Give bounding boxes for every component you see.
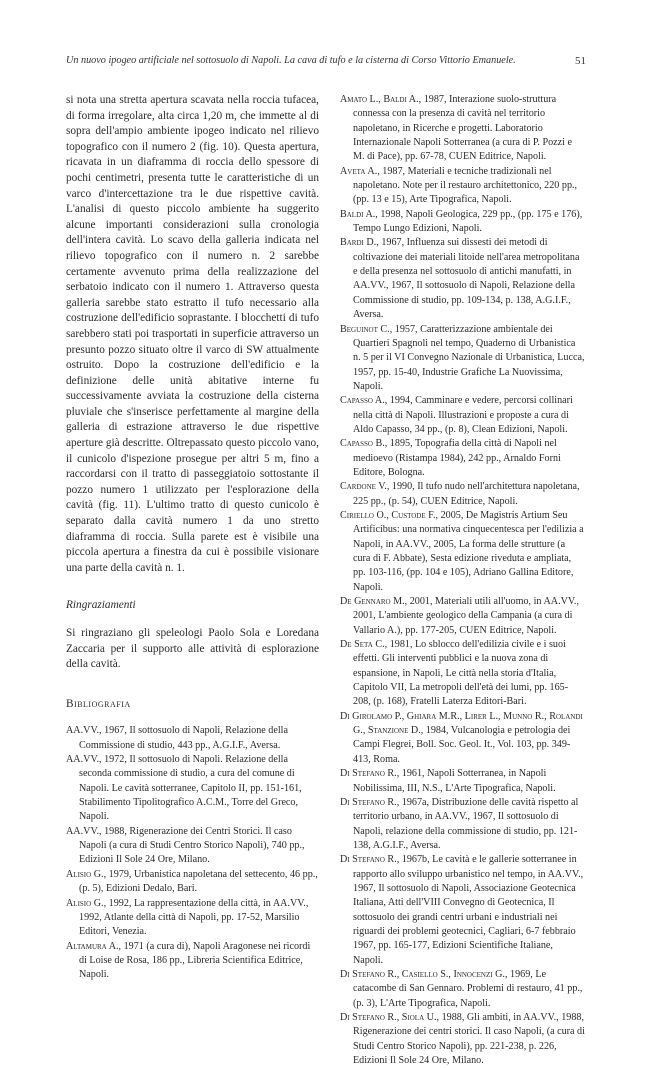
bibliography-entry [66,940,319,983]
bibliography-entry [66,825,319,868]
entry-details: , 1969, Le catacombe di San Gennaro. Problemi di restauro, 41 pp., (p. 3), L'Arte Tipografica, Napoli. [353,968,583,1009]
entry-details: , 1987, Interazione suolo-struttura connessa con la presenza di cavità nel territorio napoletano, in Ricerche e progetti. Laboratorio Internazionale Napoli Sotterranea (a cura di P. Pozzi e M. di Pace), pp. 67-78, CUEN Editrice, Napoli. [353,94,573,163]
entry-details: , 2001, Materiali utili all'uomo, in AA.VV., 2001, L'ambiente geologico della Campania (a cura di Vallario A.), pp. 177-205, CUEN Editrice, Napoli. [353,596,579,636]
acknowledgements-title: Ringraziamenti [66,599,136,612]
bibliography-title: Bibliografia [66,697,131,710]
bibliography-entry [340,165,585,208]
entry-authors: Di Stefano R. [340,796,397,808]
entry-details: , 2005, De Magistris Artium Seu Artificibus: una normativa cinquecentesca per l'edilizia a Napoli, in AA.VV., 2005, La forma delle strutture (a cura di F. Abbate), Sesta edizione riveduta e ampliata, pp. 103-116, (pp. 104 e 105), Adriano Gallina Editore, Napoli. [353,509,584,593]
entry-authors: AA.VV. [66,754,100,766]
entry-authors: De Gennaro M. [340,596,405,608]
entry-authors: Di Stefano R. [340,854,397,866]
entry-details: , 1988, Gli ambiti, in AA.VV., 1988, Rigenerazione dei centri storici. Il caso Napoli, (a cura di Studi Centro Storico Napoli), pp. 221-238, p. 226, Edizioni Il Sole 24 Ore, Milano. [353,1012,585,1067]
bibliography-entry [340,93,585,165]
acknowledgements-text: Si ringraziano gli speleologi Paolo Sola e Loredana Zaccaria per il supporto alle attività di esplorazione della cavità. [66,627,319,671]
bibliography-entry [340,638,585,710]
bibliography-entry [340,509,585,595]
running-title: Un nuovo ipogeo artificiale nel sottosuolo di Napoli. La cava di tufo e la cisterna di Corso Vittorio Emanuele. [66,55,516,66]
bibliography-entry [66,868,319,897]
bibliography-entry [340,595,585,638]
entry-authors: Di Stefano R., Siola U. [340,1012,437,1023]
entry-details: , 1967a, Distribuzione delle cavità rispetto al territorio urbano, in AA.VV., 1967, Il sottosuolo di Napoli, relazione della commissione di studio, pp. 121-138, A.G.I.F., Aversa. [353,796,579,851]
entry-details: , 1972, Il sottosuolo di Napoli. Relazione della seconda commissione di studio, a cura del comune di Napoli. Le cavità sotterranee, Capitolo II, pp. 151-161, Stabilimento Tipolitografico A.C.M., Torre del Greco, Napoli. [79,754,302,823]
entry-details: , 1967, Il sottosuolo di Napoli, Relazione della Commissione di studio, 443 pp., A.G.I.F., Aversa. [79,725,288,751]
entry-authors: AA.VV. [66,725,100,737]
entry-authors: Ciriello O., Custode F. [340,509,436,521]
bibliography-entry [340,323,585,395]
entry-authors: Baldi A. [340,208,376,220]
entry-details: , 1994, Camminare e vedere, percorsi collinari nella città di Napoli. Illustrazioni e proposte a cura di Aldo Capasso, 34 pp., (p. 8), Clean Edizioni, Napoli. [353,395,573,435]
bibliography-entry [340,437,585,480]
bibliography-entry [340,394,585,437]
bibliography-entry [340,767,585,796]
entry-authors: Capasso A. [340,395,385,407]
entry-details: , 1988, Rigenerazione dei Centri Storici. Il caso Napoli (a cura di Studi Centro Storico Napoli), 740 pp., Edizioni Il Sole 24 Ore, Milano. [79,825,305,866]
bibliography-entry [340,853,585,968]
page-number: 51 [575,55,586,67]
entry-details: , 1967, Influenza sui dissesti dei metodi di coltivazione dei materiali litoide nell'area metropolitana e della presenza nel sottosuolo di antichi manufatti, in AA.VV., 1967, Il sottosuolo di Napoli, Relazione della Commissione di studio, pp. 109-134, p. 138, A.G.I.F., Aversa. [353,237,580,321]
entry-details: , 1984, Vulcanologia e petrologia dei Campi Flegrei, Boll. Soc. Geol. It., Vol. 103, pp. 349-413, Roma. [353,725,571,765]
entry-authors: Capasso B. [340,438,385,450]
entry-details: , 1957, Caratterizzazione ambientale dei Quartieri Spagnoli nel tempo, Quaderno di Urbanistica n. 5 per il VI Convegno Nazionale di Urbanistica, Lucca, 1957, pp. 15-40, Industrie Grafiche La Nuovissima, Napoli. [353,323,585,392]
entry-details: , 1961, Napoli Sotterranea, in Napoli Nobilissima, III, N.S., L'Arte Tipografica, Napoli. [353,768,556,794]
entry-authors: De Seta C. [340,639,385,651]
entry-details: , 1979, Urbanistica napoletana del settecento, 46 pp., (p. 5), Edizioni Dedalo, Bari. [79,868,318,895]
entry-authors: Altamura A. [66,940,119,952]
bibliography-entry [340,968,585,1011]
entry-details: , 1981, Lo sblocco dell'edilizia civile e i suoi effetti. Gli interventi pubblici e la nuova zona di espansione, in Napoli, Le città nella storia d'Italia, Capitolo VII, La metropoli dell'età dei lumi, pp. 165-208, (p. 168), Fratelli Laterza Editori-Bari. [353,639,569,708]
entry-details: , 1967b, Le cavità e le gallerie sotterranee in rapporto allo sviluppo urbanistico nel tempo, in AA.VV., 1967, Il sottosuolo di Napoli, Associazione Geotecnica Italiana, Atti dell'VIII Convegno di Geotecnica, Il sottosuolo dei grandi centri urbani e industriali nei riguardi dei problemi geotecnici, Cagliari, 6-7 febbraio 1967, pp. 165-177, Edizioni Scientifiche Italiane, Napoli. [353,854,584,966]
entry-authors: Cardone V. [340,481,387,493]
body-paragraph: si nota una stretta apertura scavata nella roccia tufacea, di forma irregolare, alta circa 1,20 m, che immette al di sopra dell'ampio ambiente ipogeo indicato nel rilievo topografico con il numero 2 (fig. 10). Questa apertura, ricavata in un diaframma di roccia dello spessore di pochi centimetri, presenta tutte le caratteristiche di un varco d'intercettazione tra le due rispettive cavità. L'analisi di questo piccolo ambiente ha suggerito alcune importanti considerazioni sulla cronologia dell'intera cavità. Lo scavo della galleria indicata nel rilievo topografico con il numero n. 2 sarebbe certamente avvenuto prima della realizzazione del serbatoio indicato con il numero 1. Attraverso questa galleria sarebbe stato estratto il tufo necessario alla costruzione dell'edificio soprastante. I blocchetti di tufo sarebbero stati poi trasportati in superficie attraverso un presunto pozzo situato oltre il varco di SW attualmente ostruito. Dopo la costruzione dell'edificio e la definizione delle unità abitative interne fu successivamente avviata la costruzione della cisterna pluviale che s'inserisce perfettamente al margine della galleria di estrazione attraverso le due rispettive aperture già descritte. Oltrepassato questo piccolo vano, il cunicolo d'ispezione prosegue per altri 5 m, fino a raccordarsi con il tratto di passeggiatoio sottostante il pozzo numero 1 utilizzato per l'esplorazione della cavità (fig. 11). L'ultimo tratto di questo cunicolo è separato dalla cavità numero 1 da uno stretto diaframma di roccia. Sulla parete est è visibile una piccola apertura a finestra da cui è possibile visionare una parte della cavità n. 1. [66,94,319,574]
entry-details: , 1990, Il tufo nudo nell'architettura napoletana, 225 pp., (p. 54), CUEN Editrice, Napoli. [353,481,580,507]
left-column [66,93,319,983]
bibliography-entry [340,1011,585,1068]
bibliography-list-left [66,724,319,982]
bibliography-entry [340,710,585,767]
entry-authors: Alisio G. [66,897,104,909]
entry-authors: Di Stefano R. [340,768,397,780]
bibliography-entry [66,897,319,940]
bibliography-entry [340,208,585,237]
entry-authors: Di Stefano R., Casiello S., Innocenzi G. [340,968,505,980]
entry-authors: Amato L., Baldi A. [340,94,419,105]
right-column [340,93,585,1068]
entry-authors: Alisio G. [66,868,104,880]
entry-details: , 1987, Materiali e tecniche tradizionali nel napoletano. Note per il restauro architettonico, 220 pp., (pp. 13 e 15), Arte Tipografica, Napoli. [353,165,578,206]
bibliography-entry [340,236,585,322]
entry-authors: Beguinot C. [340,323,390,335]
bibliography-entry [66,724,319,753]
bibliography-entry [340,796,585,853]
entry-authors: Bardi D. [340,237,377,249]
entry-details: , 1992, La rappresentazione della città, in AA.VV., 1992, Atlante della città di Napoli, pp. 17-52, Marsilio Editori, Venezia. [79,897,309,938]
bibliography-entry [340,480,585,509]
entry-authors: Di Girolamo P., Ghiara M.R., Lirer L., Munno R., Rolandi G., Stanzione D. [340,710,583,737]
entry-authors: Aveta A. [340,165,378,177]
entry-details: , 1971 (a cura di), Napoli Aragonese nei ricordi di Loise de Rosa, 186 pp., Libreria Scientifica Editrice, Napoli. [79,940,311,981]
entry-details: , 1998, Napoli Geologica, 229 pp., (pp. 175 e 176), Tempo Lungo Edizioni, Napoli. [353,208,583,235]
bibliography-entry [66,753,319,825]
entry-authors: AA.VV. [66,825,100,837]
entry-details: , 1895, Topografia della città di Napoli nel medioevo (Ristampa 1984), 242 pp., Arnaldo Forni Editore, Bologna. [353,438,561,478]
